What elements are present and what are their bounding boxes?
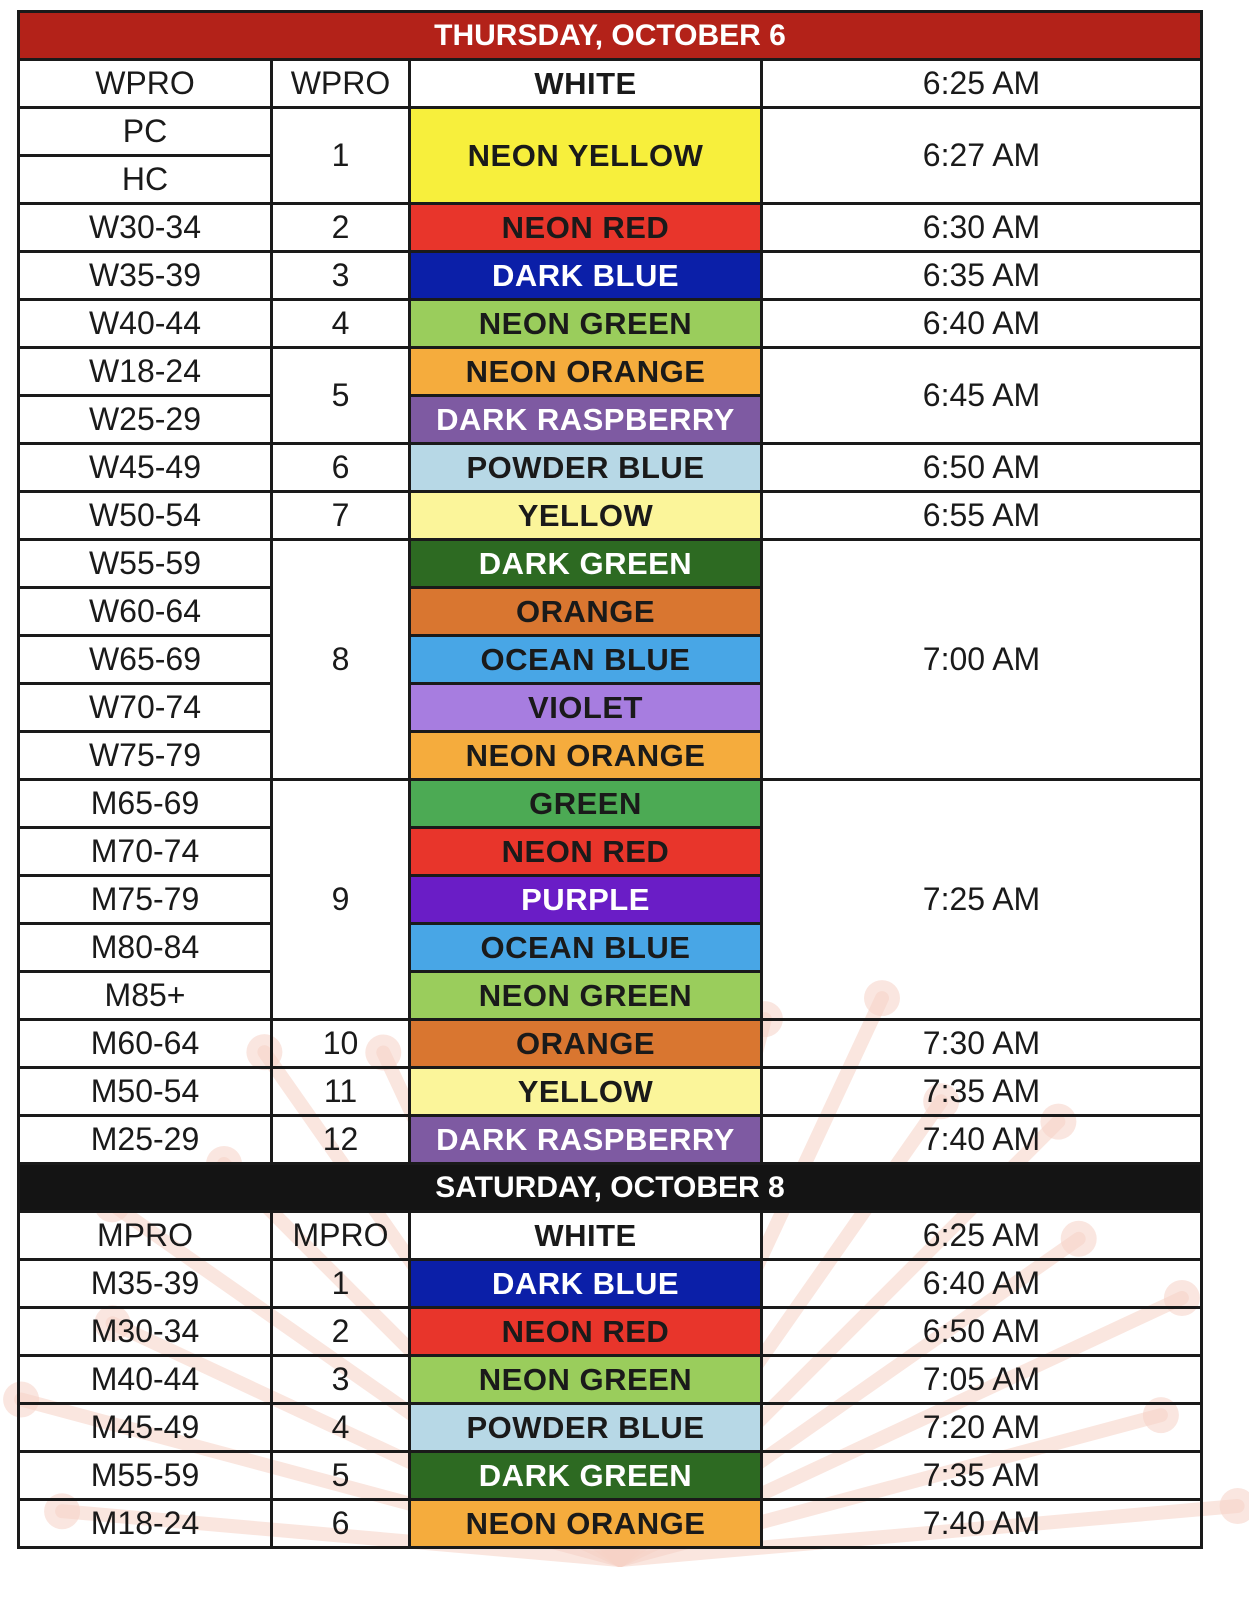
bib-color-cell: DARK RASPBERRY (410, 1116, 762, 1164)
schedule-row (19, 60, 1202, 108)
wave-cell: 6 (272, 444, 410, 492)
schedule-row (19, 1260, 1202, 1308)
division-cell: W55-59 (19, 540, 272, 588)
start-time-cell: 6:55 AM (762, 492, 1202, 540)
wave-cell: 2 (272, 1308, 410, 1356)
bib-color-cell: NEON RED (410, 204, 762, 252)
schedule-row (19, 780, 1202, 828)
bib-color-cell: ORANGE (410, 588, 762, 636)
bib-color-cell: WHITE (410, 1212, 762, 1260)
bib-color-cell: OCEAN BLUE (410, 636, 762, 684)
division-cell: M80-84 (19, 924, 272, 972)
bib-color-cell: WHITE (410, 60, 762, 108)
schedule-row (19, 348, 1202, 396)
schedule-row (19, 300, 1202, 348)
schedule-row (19, 1212, 1202, 1260)
wave-cell: 8 (272, 540, 410, 780)
bib-color-cell: DARK BLUE (410, 252, 762, 300)
wave-cell: 11 (272, 1068, 410, 1116)
division-cell: W30-34 (19, 204, 272, 252)
sunburst-dot (1220, 1488, 1249, 1524)
division-cell: M30-34 (19, 1308, 272, 1356)
division-cell: W50-54 (19, 492, 272, 540)
day-banner: SATURDAY, OCTOBER 8 (19, 1164, 1202, 1212)
start-time-cell: 7:40 AM (762, 1116, 1202, 1164)
start-time-cell: 6:45 AM (762, 348, 1202, 444)
division-cell: MPRO (19, 1212, 272, 1260)
schedule-row (19, 252, 1202, 300)
bib-color-cell: NEON GREEN (410, 1356, 762, 1404)
bib-color-cell: OCEAN BLUE (410, 924, 762, 972)
wave-cell: 5 (272, 1452, 410, 1500)
start-time-cell: 7:35 AM (762, 1452, 1202, 1500)
schedule-row (19, 1116, 1202, 1164)
start-time-cell: 6:50 AM (762, 1308, 1202, 1356)
bib-color-cell: NEON ORANGE (410, 732, 762, 780)
wave-cell: 6 (272, 1500, 410, 1548)
wave-cell: 9 (272, 780, 410, 1020)
bib-color-cell: DARK GREEN (410, 1452, 762, 1500)
division-cell: M50-54 (19, 1068, 272, 1116)
schedule-row (19, 1308, 1202, 1356)
schedule-row (19, 1068, 1202, 1116)
bib-color-cell: NEON GREEN (410, 300, 762, 348)
bib-color-cell: NEON YELLOW (410, 108, 762, 204)
division-cell: M25-29 (19, 1116, 272, 1164)
division-cell: M18-24 (19, 1500, 272, 1548)
division-cell: M55-59 (19, 1452, 272, 1500)
schedule-row (19, 1356, 1202, 1404)
schedule-row (19, 1500, 1202, 1548)
division-cell: M65-69 (19, 780, 272, 828)
schedule-row (19, 204, 1202, 252)
bib-color-cell: NEON ORANGE (410, 1500, 762, 1548)
division-cell: W60-64 (19, 588, 272, 636)
bib-color-cell: GREEN (410, 780, 762, 828)
start-time-cell: 6:40 AM (762, 1260, 1202, 1308)
division-cell: W25-29 (19, 396, 272, 444)
bib-color-cell: PURPLE (410, 876, 762, 924)
start-time-cell: 6:50 AM (762, 444, 1202, 492)
wave-cell: 1 (272, 1260, 410, 1308)
wave-cell: 5 (272, 348, 410, 444)
wave-cell: WPRO (272, 60, 410, 108)
start-time-cell: 6:27 AM (762, 108, 1202, 204)
day-banner-row (19, 12, 1202, 60)
division-cell: W75-79 (19, 732, 272, 780)
division-cell: W70-74 (19, 684, 272, 732)
wave-cell: 1 (272, 108, 410, 204)
wave-cell: 10 (272, 1020, 410, 1068)
bib-color-cell: DARK GREEN (410, 540, 762, 588)
bib-color-cell: POWDER BLUE (410, 1404, 762, 1452)
bib-color-cell: NEON GREEN (410, 972, 762, 1020)
division-cell: WPRO (19, 60, 272, 108)
start-time-cell: 6:40 AM (762, 300, 1202, 348)
division-cell: W45-49 (19, 444, 272, 492)
start-time-cell: 7:20 AM (762, 1404, 1202, 1452)
division-cell: W40-44 (19, 300, 272, 348)
division-cell: W18-24 (19, 348, 272, 396)
start-time-cell: 6:25 AM (762, 60, 1202, 108)
day-banner: THURSDAY, OCTOBER 6 (19, 12, 1202, 60)
division-cell: W65-69 (19, 636, 272, 684)
start-time-cell: 7:35 AM (762, 1068, 1202, 1116)
day-banner-row (19, 1164, 1202, 1212)
bib-color-cell: YELLOW (410, 492, 762, 540)
wave-cell: 12 (272, 1116, 410, 1164)
schedule-row (19, 1020, 1202, 1068)
division-cell: W35-39 (19, 252, 272, 300)
start-time-cell: 6:35 AM (762, 252, 1202, 300)
start-time-cell: 7:40 AM (762, 1500, 1202, 1548)
schedule-row (19, 492, 1202, 540)
bib-color-cell: YELLOW (410, 1068, 762, 1116)
wave-cell: 4 (272, 1404, 410, 1452)
schedule-row (19, 108, 1202, 156)
bib-color-cell: NEON ORANGE (410, 348, 762, 396)
wave-cell: 4 (272, 300, 410, 348)
division-cell: M45-49 (19, 1404, 272, 1452)
start-time-cell: 6:30 AM (762, 204, 1202, 252)
start-time-cell: 7:05 AM (762, 1356, 1202, 1404)
schedule-row (19, 444, 1202, 492)
bib-color-cell: NEON RED (410, 828, 762, 876)
schedule-row (19, 1452, 1202, 1500)
bib-color-cell: POWDER BLUE (410, 444, 762, 492)
start-time-cell: 7:00 AM (762, 540, 1202, 780)
division-cell: M40-44 (19, 1356, 272, 1404)
division-cell: HC (19, 156, 272, 204)
division-cell: M60-64 (19, 1020, 272, 1068)
wave-cell: 2 (272, 204, 410, 252)
bib-color-cell: NEON RED (410, 1308, 762, 1356)
bib-color-cell: DARK BLUE (410, 1260, 762, 1308)
wave-cell: 3 (272, 1356, 410, 1404)
start-time-cell: 6:25 AM (762, 1212, 1202, 1260)
start-time-cell: 7:25 AM (762, 780, 1202, 1020)
wave-cell: 3 (272, 252, 410, 300)
division-cell: M85+ (19, 972, 272, 1020)
schedule-row (19, 540, 1202, 588)
wave-cell: 7 (272, 492, 410, 540)
division-cell: PC (19, 108, 272, 156)
bib-color-cell: ORANGE (410, 1020, 762, 1068)
division-cell: M70-74 (19, 828, 272, 876)
wave-cell: MPRO (272, 1212, 410, 1260)
division-cell: M35-39 (19, 1260, 272, 1308)
schedule-row (19, 1404, 1202, 1452)
start-time-cell: 7:30 AM (762, 1020, 1202, 1068)
bib-color-cell: DARK RASPBERRY (410, 396, 762, 444)
wave-schedule-table (17, 10, 1203, 1549)
division-cell: M75-79 (19, 876, 272, 924)
bib-color-cell: VIOLET (410, 684, 762, 732)
